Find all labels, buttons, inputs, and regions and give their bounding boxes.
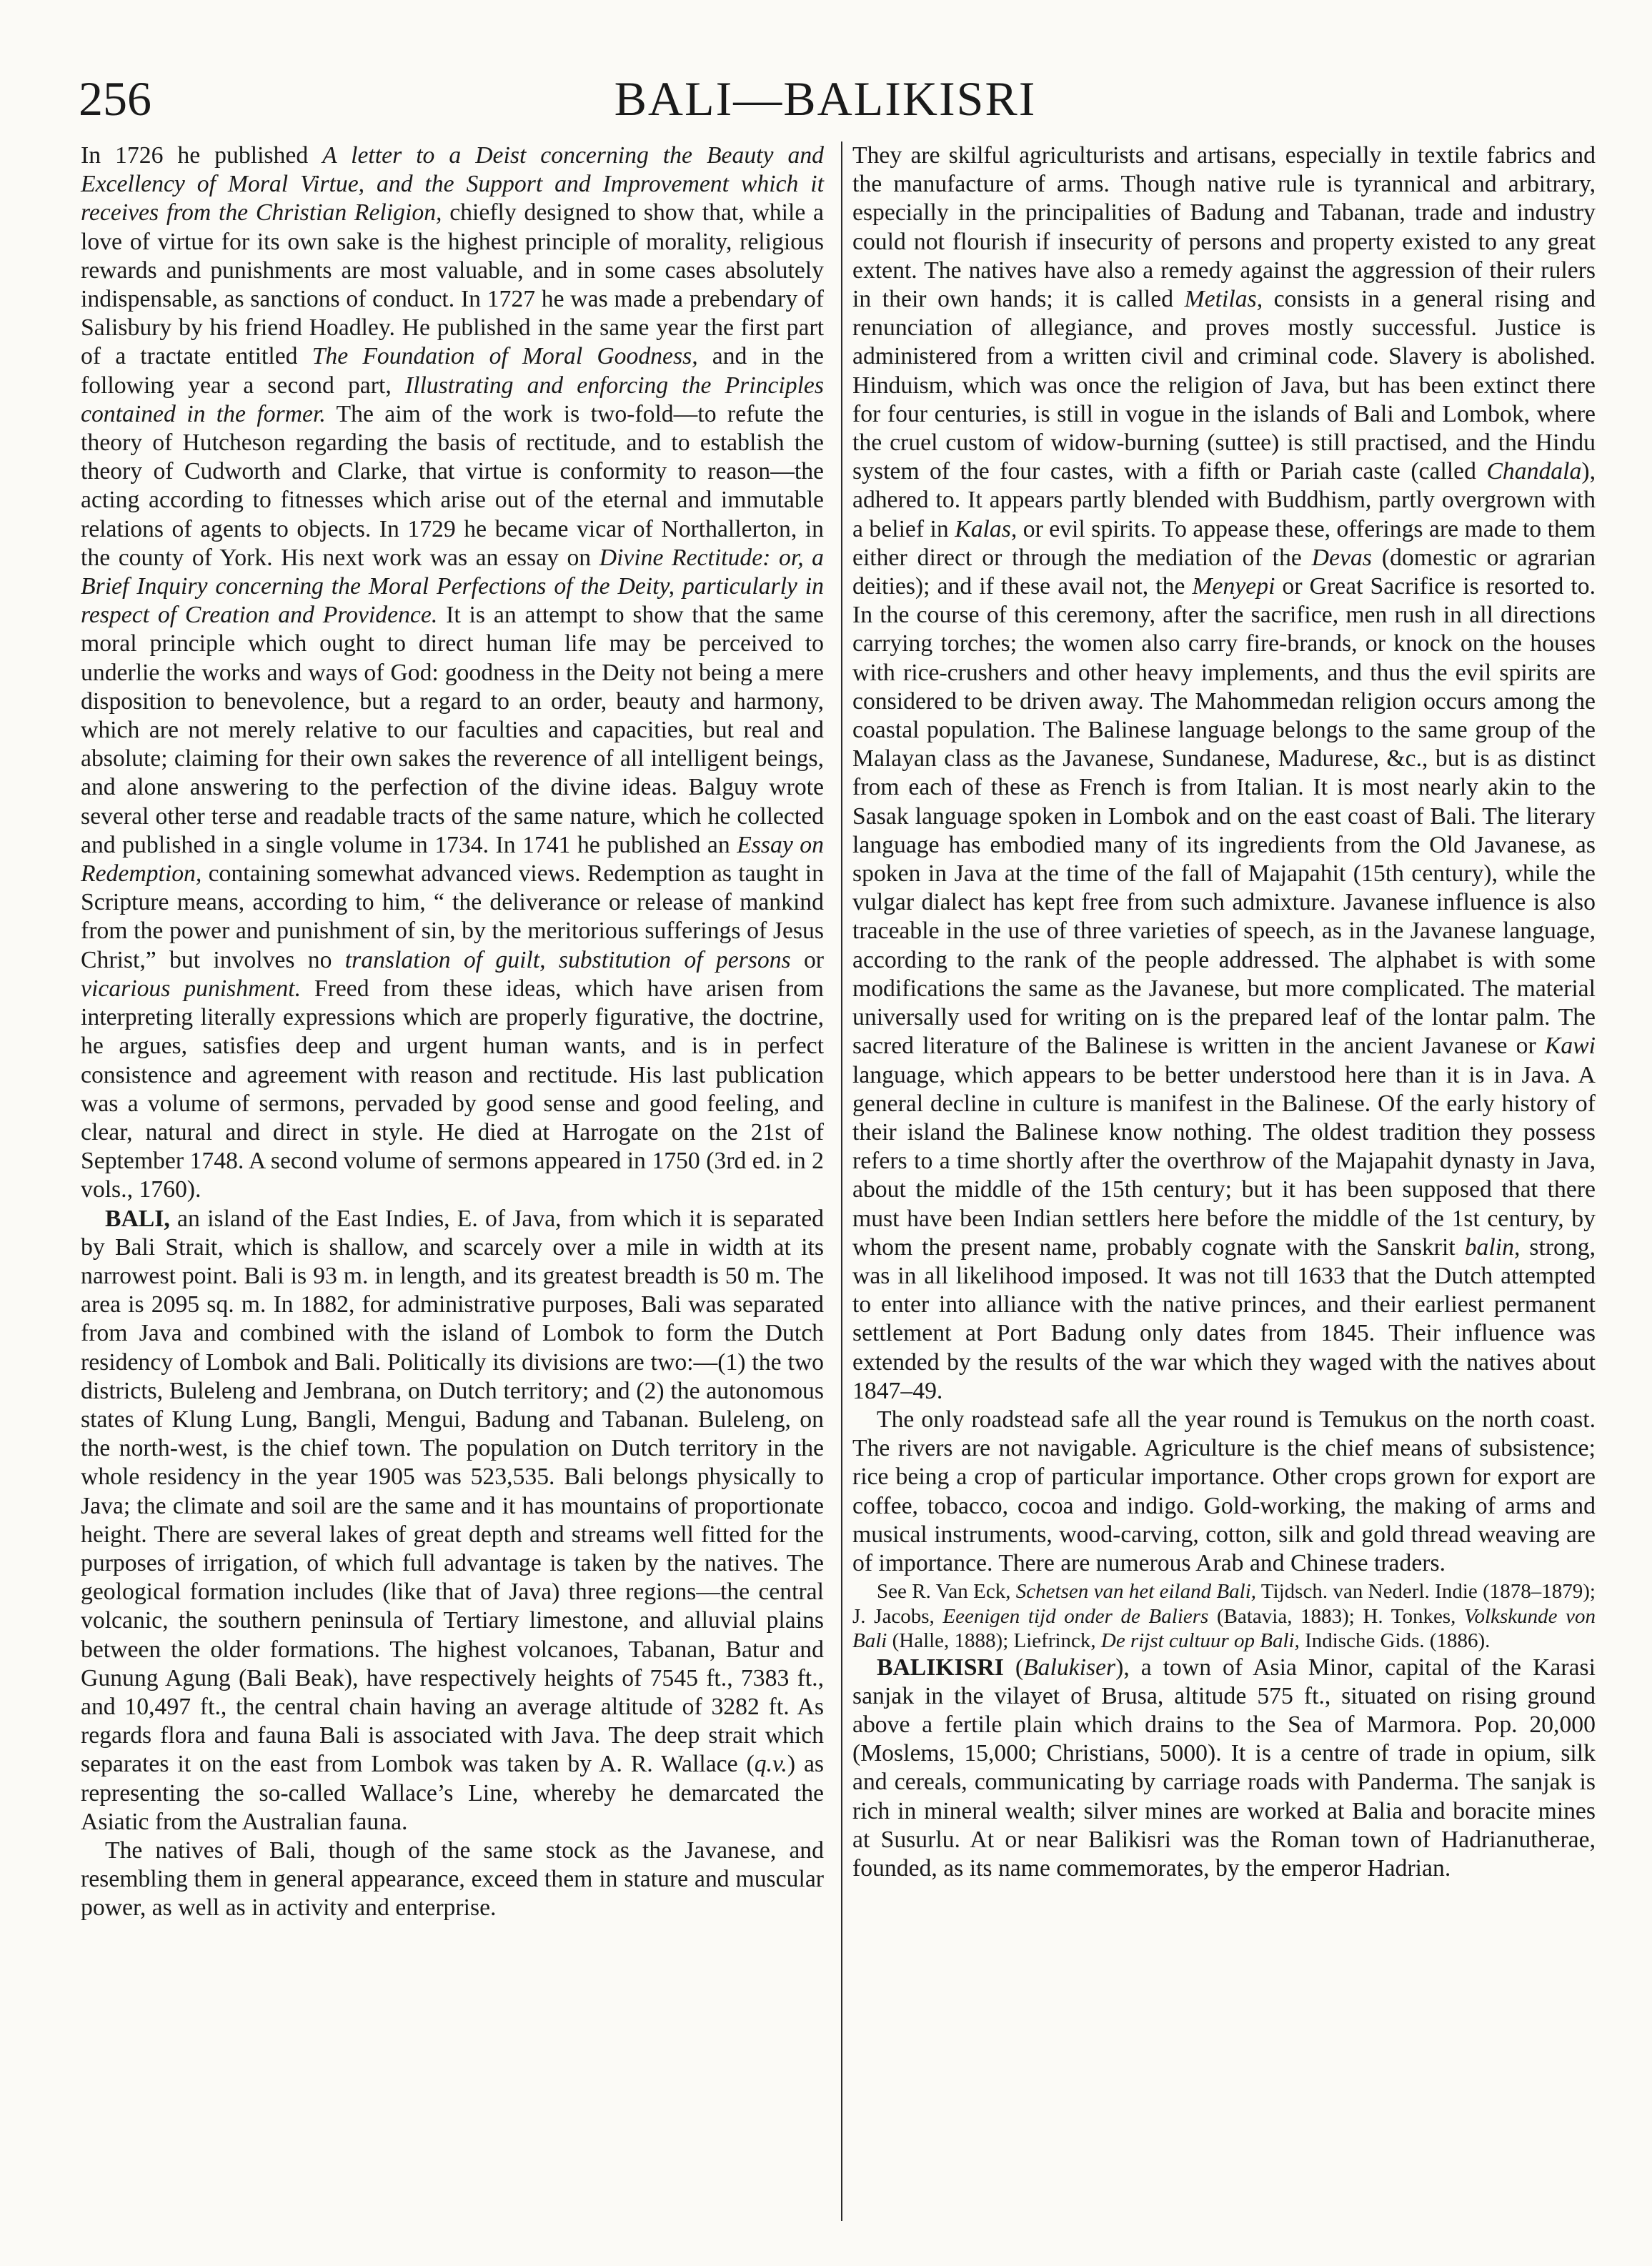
bali-roadstead-paragraph: The only roadstead safe all the year round is Temukus on the north coast. The rivers are not navigable. Agriculture is the chief means of subsistence; rice being a crop of particular importance. Other crops grown for export are coffee, tobacco, cocoa and indigo. Gold-working, the making of arms and musical instruments, wood-carving, cotton, silk and gold thread weaving are of importance. There are numerous Arab and Chinese traders.	[852, 1406, 1596, 1576]
page-header	[79, 63, 1572, 134]
running-head: BALI—BALIKISRI	[614, 71, 1037, 126]
balguy-paragraph: In 1726 he published A letter to a Deist concerning the Beauty and Excellency of Moral Virtue, and the Support and Improvement which it receives from the Christian Religion, chiefly designed to show that, while a love of virtue for its own sake is the highest principle of morality, religious rewards and punishments are most valuable, and in some cases absolutely indispensable, as sanctions of conduct. In 1727 he was made a prebendary of Salisbury by his friend Hoadley. He published in the same year the first part of a tractate entitled The Foundation of Moral Goodness, and in the following year a second part, Illustrating and enforcing the Principles contained in the former. The aim of the work is two-fold—to refute the theory of Hutcheson regarding the basis of rectitude, and to establish the theory of Cudworth and Clarke, that virtue is conformity to reason—the acting according to fitnesses which arise out of the eternal and immutable relations of agents to objects. In 1729 he became vicar of Northallerton, in the county of York. His next work was an essay on Divine Rectitude: or, a Brief Inquiry concerning the Moral Perfections of the Deity, particularly in respect of Creation and Providence. It is an attempt to show that the same moral principle which ought to direct human life may be perceived to underlie the works and ways of God: goodness in the Deity not being a mere disposition to benevolence, but a regard to an order, beauty and harmony, which are not merely relative to our faculties and capacities, but real and absolute; claiming for their own sakes the reverence of all intelligent beings, and alone answering to the perfection of the divine ideas. Balguy wrote several other terse and readable tracts of the same nature, which he collected and published in a single volume in 1734. In 1741 he published an Essay on Redemption, containing somewhat advanced views. Redemption as taught in Scripture means, according to him, “ the deliverance or release of mankind from the power and punishment of sin, by the meritorious sufferings of Jesus Christ,” but involves no translation of guilt, substitution of persons or vicarious punishment. Freed from these ideas, which have arisen from interpreting literally expressions which are properly figurative, the doctrine, he argues, satisfies deep and urgent human wants, and is in perfect consistence and agreement with reason and rectitude. His last publication was a volume of sermons, pervaded by good sense and good feeling, and clear, natural and direct in style. He died at Harrogate on the 21st of September 1748. A second volume of sermons appeared in 1750 (3rd ed. in 2 vols., 1760).	[81, 142, 825, 1203]
balikisri-entry: BALIKISRI (Balukiser), a town of Asia Minor, capital of the Karasi sanjak in the vilayet of Brusa, altitude 575 ft., situated on rising ground above a fertile plain which drains to the Sea of Marmora. Pop. 20,000 (Moslems, 15,000; Christians, 5000). It is a centre of trade in opium, silk and cereals, communicating by carriage roads with Panderma. The sanjak is rich in mineral wealth; silver mines are worked at Balia and boracite mines at Susurlu. At or near Balikisri was the Roman town of Hadrianutherae, founded, as its name commemorates, by the emperor Hadrian.	[852, 1654, 1596, 1882]
bali-natives-paragraph: The natives of Bali, though of the same stock as the Javanese, and resembling them in general appearance, exceed them in stature and muscular power, as well as in activity and enterprise.	[81, 1837, 824, 1922]
right-column	[852, 141, 1596, 1883]
entry-headword-balikisri: BALIKISRI	[877, 1654, 1004, 1681]
left-column	[81, 141, 824, 1923]
column-divider	[841, 141, 842, 2221]
entry-headword-bali: BALI,	[105, 1205, 170, 1232]
page-number: 256	[79, 71, 151, 126]
bali-references: See R. Van Eck, Schetsen van het eiland Bali, Tijdsch. van Nederl. Indie (1878–1879); J. Jacobs, Eeenigen tijd onder de Baliers (Batavia, 1883); H. Tonkes, Volkskunde von Bali (Halle, 1888); Liefrinck, De rijst cultuur op Bali, Indische Gids. (1886).	[852, 1580, 1596, 1653]
bali-natives-continued: They are skilful agriculturists and artisans, especially in textile fabrics and the manufacture of arms. Though native rule is tyrannical and arbitrary, especially in the principalities of Badung and Tabanan, trade and industry could not flourish if insecurity of persons and property existed to any great extent. The natives have also a remedy against the aggression of their rulers in their own hands; it is called Metilas, consists in a general rising and renunciation of allegiance, and proves mostly successful. Justice is administered from a written civil and criminal code. Slavery is abolished. Hinduism, which was once the religion of Java, but has been extinct there for four centuries, is still in vogue in the islands of Bali and Lombok, where the cruel custom of widow-burning (suttee) is still practised, and the Hindu system of the four castes, with a fifth or Pariah caste (called Chandala), adhered to. It appears partly blended with Buddhism, partly overgrown with a belief in Kalas, or evil spirits. To appease these, offerings are made to them either direct or through the mediation of the Devas (domestic or agrarian deities); and if these avail not, the Menyepi or Great Sacrifice is resorted to. In the course of this ceremony, after the sacrifice, men rush in all directions carrying torches; the women also carry fire-brands, or knock on the houses with rice-crushers and other heavy implements, and thus the evil spirits are considered to be driven away. The Mahommedan religion occurs among the coastal population. The Balinese language belongs to the same group of the Malayan class as the Javanese, Sundanese, Madurese, &c., but is as distinct from each of these as French is from Italian. It is most nearly akin to the Sasak language spoken in Lombok and on the east coast of Bali. The literary language has embodied many of its ingredients from the Old Javanese, as spoken in Java at the time of the fall of Majapahit (15th century), while the vulgar dialect has kept free from such admixture. Javanese influence is also traceable in the use of three varieties of speech, as in the Javanese language, according to the rank of the people addressed. The alphabet is with some modifications the same as the Javanese, but more complicated. The material universally used for writing on is the prepared leaf of the lontar palm. The sacred literature of the Balinese is written in the ancient Javanese or Kawi language, which appears to be better understood here than it is in Java. A general decline in culture is manifest in the Balinese. Of the early history of their island the Balinese know nothing. The oldest tradition they possess refers to a time shortly after the overthrow of the Majapahit dynasty in Java, about the middle of the 15th century; but it has been supposed that there must have been Indian settlers here before the middle of the 1st century, by whom the present name, probably cognate with the Sanskrit balin, strong, was in all likelihood imposed. It was not till 1633 that the Dutch attempted to enter into alliance with the native princes, and their earliest permanent settlement at Port Badung only dates from 1845. Their influence was extended by the results of the war which they waged with the natives about 1847–49.	[852, 142, 1596, 1404]
bali-entry: BALI, an island of the East Indies, E. of Java, from which it is separated by Bali Strait, which is shallow, and scarcely over a mile in width at its narrowest point. Bali is 93 m. in length, and its greatest breadth is 50 m. The area is 2095 sq. m. In 1882, for administrative purposes, Bali was separated from Java and combined with the island of Lombok to form the Dutch residency of Lombok and Bali. Politically its divisions are two:—(1) the two districts, Buleleng and Jembrana, on Dutch territory; and (2) the autonomous states of Klung Lung, Bangli, Mengui, Badung and Tabanan. Buleleng, on the north-west, is the chief town. The population on Dutch territory in the whole residency in the year 1905 was 523,535. Bali belongs physically to Java; the climate and soil are the same and it has mountains of proportionate height. There are several lakes of great depth and streams well fitted for the purposes of irrigation, of which full advantage is taken by the natives. The geological formation includes (like that of Java) three regions—the central volcanic, the southern peninsula of Tertiary limestone, and alluvial plains between the older formations. The highest volcanoes, Tabanan, Batur and Gunung Agung (Bali Beak), have respectively heights of 7545 ft., 7383 ft., and 10,497 ft., the central chain having an average altitude of 3282 ft. As regards flora and fauna Bali is associated with Java. The deep strait which separates it on the east from Lombok was taken by A. R. Wallace (q.v.) as representing the so-called Wallace’s Line, whereby he demarcated the Asiatic from the Australian fauna.	[81, 1205, 825, 1835]
